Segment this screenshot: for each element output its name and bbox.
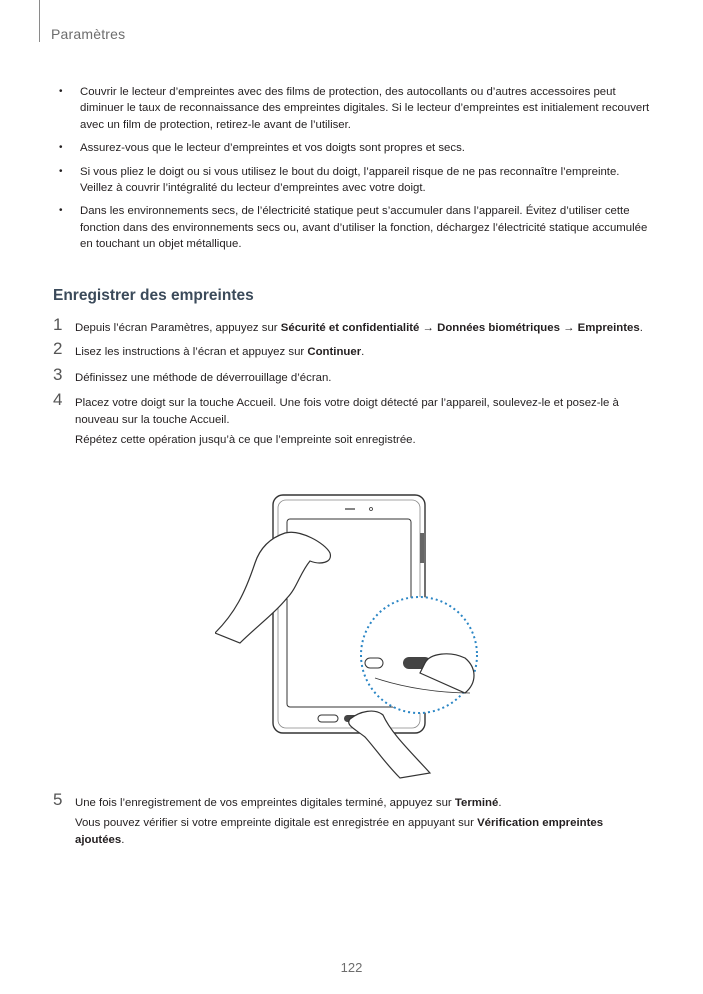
home-key bbox=[318, 715, 338, 722]
page-header-title: Paramètres bbox=[51, 26, 126, 42]
list-item bbox=[54, 140, 654, 156]
bullet-text: Dans les environnements secs, de l’électricité statique peut s’accumuler dans l’appareil. Évitez d’utiliser cette fonction dans des environnements secs ou, avant d’utiliser la fonction, déchargez l’électricité statique accumulée en touchant un objet métallique. bbox=[80, 205, 648, 251]
bullet-icon: • bbox=[59, 205, 63, 217]
step-text: Une fois l’enregistrement de vos empreintes digitales terminé, appuyez sur bbox=[75, 797, 455, 809]
step-number: 2 bbox=[53, 339, 63, 359]
step-subtext: Répétez cette opération jusqu’à ce que l’empreinte soit enregistrée. bbox=[75, 434, 416, 447]
bullet-icon: • bbox=[59, 142, 63, 154]
continue-label: Continuer bbox=[307, 346, 362, 359]
bullet-text: Couvrir le lecteur d’empreintes avec des films de protection, des autocollants ou d’autres accessoires peut diminuer le taux de reconnaissance des empreintes digitales. Si le lecteur d’empreintes est initialement recouvert avec un film de protection, retirez-le avant de l’utiliser. bbox=[80, 86, 650, 131]
step-text: Placez votre doigt sur la touche Accueil. Une fois votre doigt détecté par l’appareil, soulevez-le et posez-le à nouveau sur la touche Accueil. bbox=[75, 397, 619, 426]
arrow-icon: → bbox=[419, 322, 438, 334]
bullet-text: Assurez-vous que le lecteur d’empreintes et vos doigts sont propres et secs. bbox=[80, 142, 465, 155]
step-text: Lisez les instructions à l’écran et appuyez sur bbox=[75, 346, 308, 359]
step-subtext bbox=[75, 815, 653, 848]
step-2 bbox=[53, 339, 653, 360]
check-fingerprints-label: Vérification empreintes ajoutées bbox=[75, 817, 604, 846]
tips-list bbox=[54, 84, 654, 260]
bullet-icon: • bbox=[59, 86, 63, 97]
menu-path-biometrics: Données biométriques bbox=[437, 322, 560, 334]
step-5-body bbox=[53, 790, 653, 848]
step-text: Définissez une méthode de déverrouillage d’écran. bbox=[75, 371, 332, 384]
list-item bbox=[54, 164, 654, 197]
step-number: 1 bbox=[53, 315, 63, 334]
steps-list bbox=[53, 315, 653, 448]
step-1 bbox=[53, 315, 653, 336]
subtext-end: . bbox=[121, 833, 125, 846]
list-item bbox=[54, 84, 654, 133]
menu-path-fingerprints: Empreintes bbox=[577, 322, 640, 334]
header-rule bbox=[39, 0, 40, 42]
section-title: Enregistrer des empreintes bbox=[53, 287, 254, 304]
step-3 bbox=[53, 364, 653, 386]
arrow-icon: → bbox=[559, 322, 578, 334]
step-number: 5 bbox=[53, 790, 63, 809]
step-text-end: . bbox=[639, 322, 643, 334]
step-text: Depuis l’écran Paramètres, appuyez sur bbox=[75, 322, 281, 334]
bullet-icon: • bbox=[59, 165, 63, 177]
bullet-text: Si vous pliez le doigt ou si vous utilisez le bout du doigt, l’appareil risque de ne pas reconnaître l’empreinte. Veillez à couvrir l’intégralité du lecteur d’empreintes avec votre doigt. bbox=[80, 165, 620, 195]
step-number: 4 bbox=[53, 390, 63, 410]
page-number: 122 bbox=[340, 960, 363, 975]
step-text-end: . bbox=[361, 346, 365, 359]
subtext-start: Vous pouvez vérifier si votre empreinte digitale est enregistrée en appuyant sur bbox=[75, 817, 478, 830]
done-label: Terminé bbox=[454, 797, 499, 809]
step-text-end: . bbox=[498, 797, 502, 809]
magnified-callout bbox=[361, 597, 477, 713]
step-4 bbox=[53, 390, 653, 448]
fingerprint-registration-illustration bbox=[215, 493, 485, 783]
list-item bbox=[54, 203, 654, 252]
step-number: 3 bbox=[53, 364, 63, 384]
step-5 bbox=[53, 790, 653, 848]
menu-path-security: Sécurité et confidentialité bbox=[280, 322, 420, 334]
